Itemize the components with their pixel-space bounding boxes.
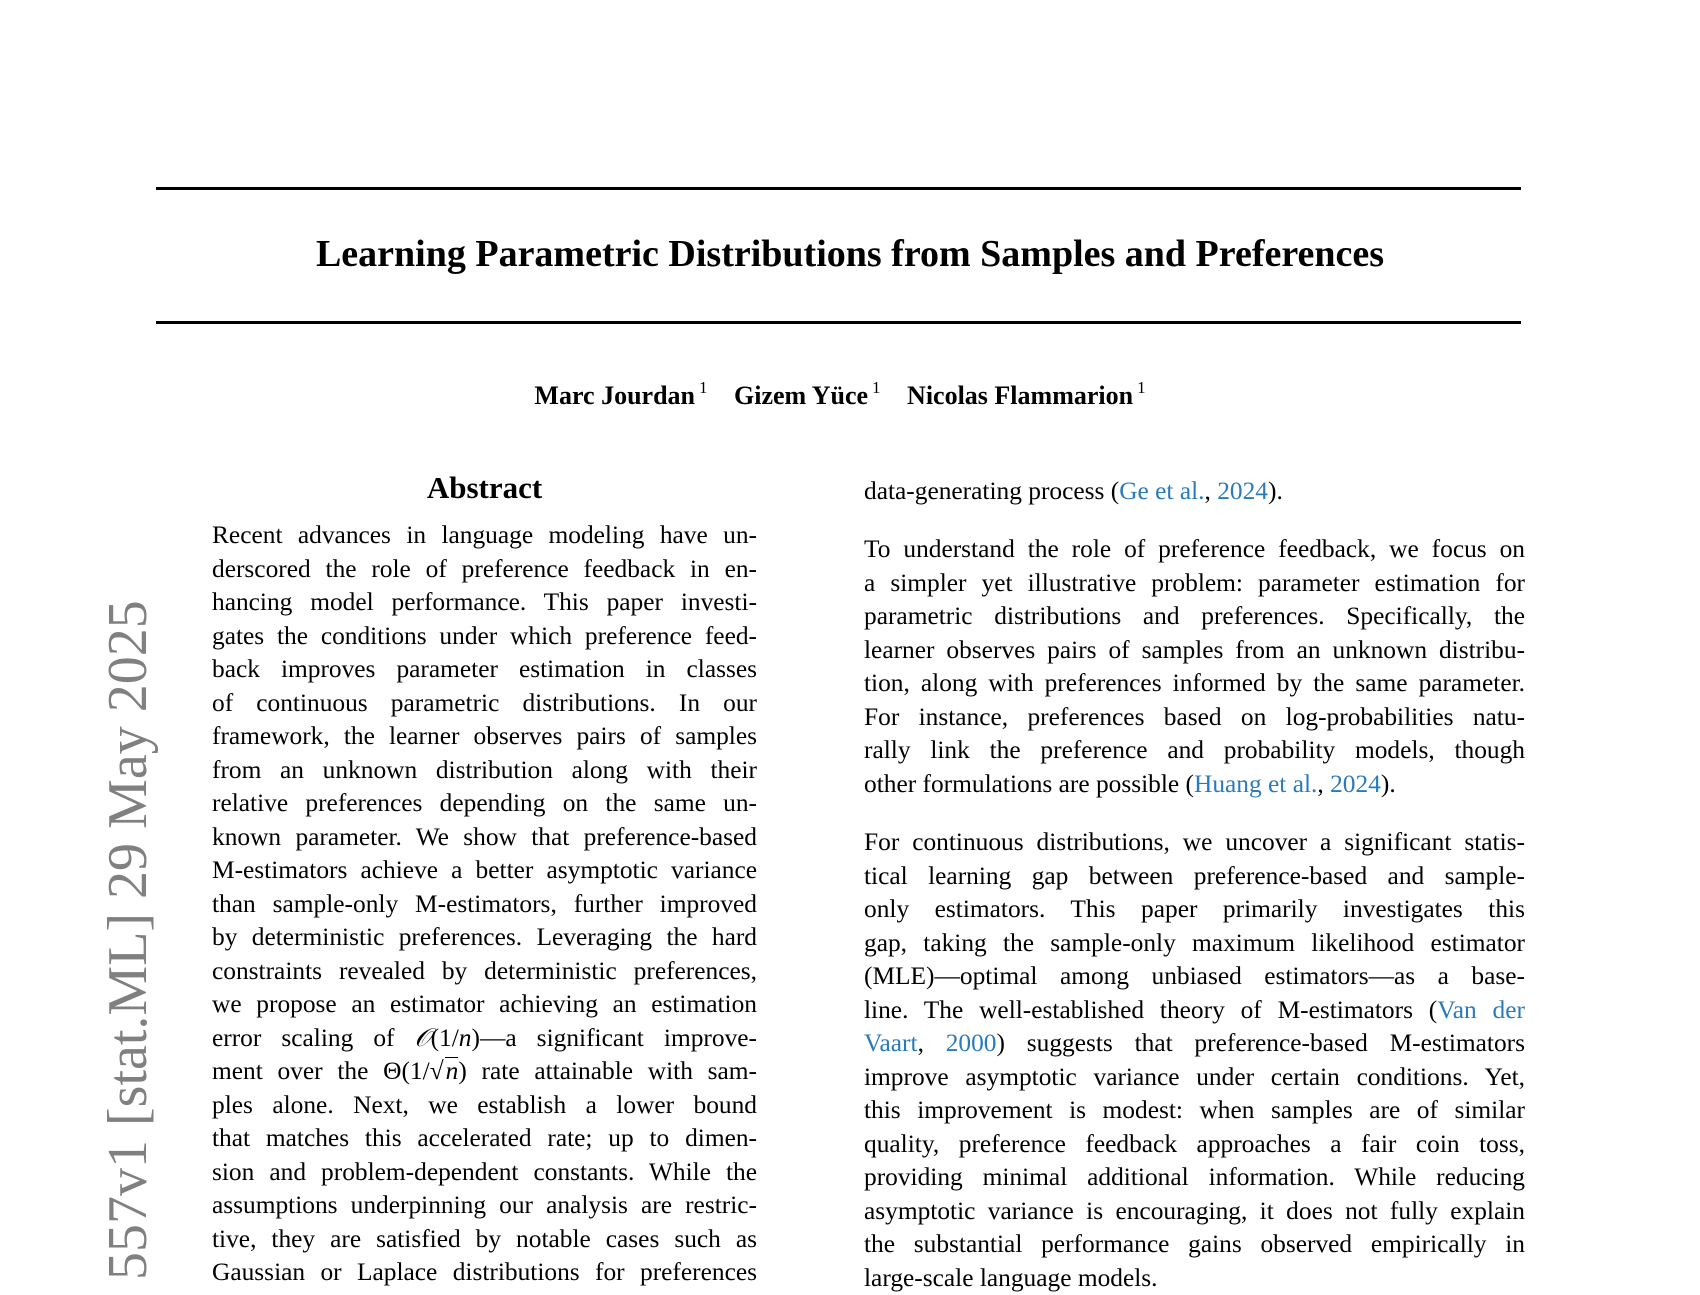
citation-link-huang-2024[interactable]: Huang et al.: [1194, 769, 1318, 798]
paragraph-line: [864, 475, 1525, 508]
paragraph-line: improve asymptotic variance under certain conditions. Yet,: [864, 1062, 1525, 1091]
abstract-line: framework, the learner observes pairs of samples: [212, 722, 757, 750]
author: [907, 380, 1146, 412]
math-variable: n: [445, 1057, 459, 1085]
text-fragment: ment over the: [212, 1057, 384, 1085]
abstract-line: derscored the role of preference feedback in en-: [212, 554, 757, 583]
author: [734, 380, 881, 412]
paragraph-line: this improvement is modest: when samples are of similar: [864, 1096, 1525, 1124]
abstract-line: of continuous parametric distributions. In our: [212, 688, 757, 717]
paragraph-line: the substantial performance gains observed empirically in: [864, 1230, 1525, 1258]
paragraph-line: large-scale language models.: [864, 1263, 1158, 1292]
paper-title: Learning Parametric Distributions from Samples and Preferences: [315, 233, 1385, 275]
text-fragment: data-generating process (: [864, 477, 1120, 505]
abstract-line: Recent advances in language modeling have un-: [212, 521, 757, 549]
math-fragment: ): [458, 1057, 467, 1085]
paragraph-line: parametric distributions and preferences. Specifically, the: [864, 602, 1525, 630]
paragraph-line: [864, 994, 1525, 1027]
paragraph-line: providing minimal additional information. While reducing: [864, 1163, 1525, 1191]
paragraph-line: rally link the preference and probability models, though: [864, 736, 1525, 764]
abstract-heading: Abstract: [426, 470, 543, 505]
author: [534, 380, 707, 412]
abstract-line: M-estimators achieve a better asymptotic variance: [212, 856, 757, 884]
math-fragment: (1/: [430, 1023, 459, 1052]
paragraph-line: gap, taking the sample-only maximum likelihood estimator: [864, 928, 1525, 957]
arxiv-side-stamp: [40, 590, 159, 1290]
abstract-line-math: [212, 1022, 757, 1055]
citation-link-ge-2024[interactable]: [1119, 477, 1204, 505]
author-name: Marc Jourdan: [534, 381, 695, 410]
text-fragment: ,: [1317, 769, 1331, 798]
citation-year-link[interactable]: 2024: [1330, 769, 1381, 798]
math-variable: n: [458, 1023, 472, 1052]
paragraph-line: [864, 1027, 1525, 1060]
paragraph-line: To understand the role of preference feedback, we focus on: [864, 535, 1525, 563]
math-fragment: ): [471, 1023, 480, 1052]
title-bottom-rule: [156, 321, 1521, 324]
paragraph-line: quality, preference feedback approaches a fair coin toss,: [864, 1129, 1525, 1158]
abstract-line: constraints revealed by deterministic preferences,: [212, 956, 757, 985]
abstract-line: than sample-only M-estimators, further improved: [212, 889, 757, 918]
paragraph-line: [864, 768, 1525, 801]
abstract-line: back improves parameter estimation in classes: [212, 655, 757, 683]
affiliation-mark: 1: [872, 378, 881, 397]
affiliation-mark: 1: [699, 378, 708, 397]
text-fragment: —a significant improve-: [479, 1023, 757, 1052]
paragraph-line: tion, along with preferences informed by the same parameter.: [864, 669, 1525, 697]
text-fragment: error scaling of: [212, 1023, 415, 1052]
math-big-o: [415, 1024, 480, 1052]
title-top-rule: [156, 187, 1521, 190]
math-theta: [383, 1057, 467, 1085]
sqrt-symbol: √: [429, 1057, 444, 1085]
paragraph-line: tical learning gap between preference-based and sample-: [864, 861, 1525, 890]
paragraph-line: (MLE)—optimal among unbiased estimators—as a base-: [864, 962, 1525, 990]
abstract-line: tive, they are satisfied by notable cases such as: [212, 1224, 757, 1253]
citation-authors[interactable]: Ge et al.: [1119, 477, 1205, 505]
citation-year-link[interactable]: 2000: [945, 1029, 997, 1057]
text-fragment: ).: [1267, 477, 1283, 505]
abstract-line: Gaussian or Laplace distributions for preferences: [212, 1258, 757, 1286]
abstract-line: gates the conditions under which preference feed-: [212, 621, 757, 650]
abstract-line: relative preferences depending on the same un-: [212, 789, 757, 817]
citation-link-vandervaart-2000[interactable]: Vaart: [864, 1029, 918, 1057]
math-symbol: 𝒪: [414, 1023, 431, 1052]
abstract-line: sion and problem-dependent constants. While the: [212, 1157, 757, 1186]
paragraph-line: a simpler yet illustrative problem: parameter estimation for: [864, 568, 1525, 597]
abstract-line: assumptions underpinning our analysis are restric-: [212, 1191, 757, 1219]
paragraph-line: asymptotic variance is encouraging, it does not fully explain: [864, 1196, 1525, 1225]
text-fragment: ,: [917, 1029, 946, 1057]
paragraph-line: For continuous distributions, we uncover a significant statis-: [864, 828, 1525, 856]
abstract-line: that matches this accelerated rate; up to dimen-: [212, 1124, 757, 1152]
paragraph-line: For instance, preferences based on log-probabilities natu-: [864, 702, 1525, 731]
citation-year-link[interactable]: 2024: [1217, 477, 1268, 505]
text-fragment: ) suggests that preference-based M-estimators: [996, 1029, 1525, 1057]
author-name: Nicolas Flammarion: [907, 381, 1134, 410]
arxiv-stamp-text: 557v1 [stat.ML] 29 May 2025: [97, 600, 159, 1280]
text-fragment: ,: [1204, 477, 1218, 505]
author-name: Gizem Yüce: [734, 381, 869, 410]
abstract-line: hancing model performance. This paper investi-: [212, 588, 757, 616]
affiliation-mark: 1: [1137, 378, 1146, 397]
text-fragment: other formulations are possible (: [864, 769, 1194, 798]
math-fragment: Θ(1/: [383, 1057, 430, 1085]
text-fragment: rate attainable with sam-: [466, 1057, 757, 1085]
paragraph-line: learner observes pairs of samples from an unknown distribu-: [864, 635, 1525, 664]
abstract-line-math: [212, 1055, 757, 1088]
author-list: [0, 380, 1680, 412]
abstract-line: known parameter. We show that preference-based: [212, 822, 757, 851]
abstract-line: we propose an estimator achieving an estimation: [212, 990, 757, 1018]
abstract-line: ples alone. Next, we establish a lower bound: [212, 1090, 757, 1119]
citation-link-vandervaart-2000[interactable]: Van der: [1437, 995, 1525, 1024]
text-fragment: ).: [1380, 769, 1396, 798]
abstract-line: from an unknown distribution along with their: [212, 755, 757, 784]
paragraph-line: only estimators. This paper primarily investigates this: [864, 895, 1525, 923]
abstract-line: by deterministic preferences. Leveraging the hard: [212, 923, 757, 951]
text-fragment: line. The well-established theory of M-estimators (: [864, 995, 1438, 1024]
